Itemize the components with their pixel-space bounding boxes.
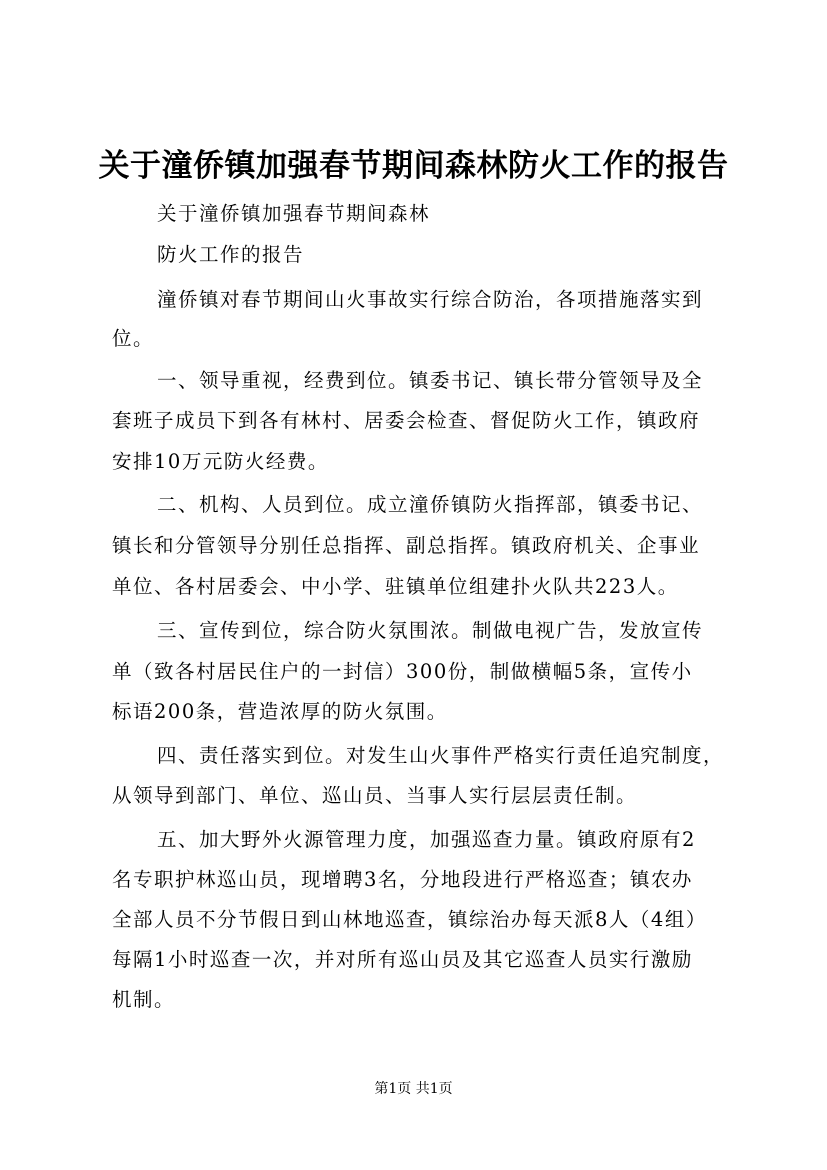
paragraph-3-line: 三、宣传到位，综合防火氛围浓。制做电视广告，发放宣传 [157, 619, 704, 642]
subtitle-line-2: 防火工作的报告 [157, 243, 305, 266]
paragraph-2-line: 单位、各村居委会、中小学、驻镇单位组建扑火队共223人。 [112, 575, 679, 598]
paragraph-2-line: 二、机构、人员到位。成立潼侨镇防火指挥部，镇委书记、 [157, 493, 704, 516]
paragraph-1-line: 安排10万元防火经费。 [112, 450, 329, 473]
paragraph-intro-line: 潼侨镇对春节期间山火事故实行综合防治，各项措施落实到 [157, 288, 704, 311]
paragraph-5-line: 全部人员不分节假日到山林地巡查，镇综治办每天派8人（4组） [112, 908, 707, 931]
paragraph-5-line: 名专职护林巡山员，现增聘3名，分地段进行严格巡查；镇农办 [112, 868, 693, 891]
paragraph-4-line: 四、责任落实到位。对发生山火事件严格实行责任追究制度， [157, 744, 725, 767]
subtitle-line-1: 关于潼侨镇加强春节期间森林 [157, 202, 431, 225]
paragraph-3-line: 标语200条，营造浓厚的防火氛围。 [112, 700, 448, 723]
paragraph-4-line: 从领导到部门、单位、巡山员、当事人实行层层责任制。 [112, 784, 638, 807]
paragraph-5-line: 机制。 [112, 988, 176, 1011]
paragraph-1-line: 套班子成员下到各有林村、居委会检查、督促防火工作，镇政府 [112, 409, 701, 432]
paragraph-1-line: 一、领导重视，经费到位。镇委书记、镇长带分管领导及全 [157, 369, 704, 392]
paragraph-5-line: 五、加大野外火源管理力度，加强巡查力量。镇政府原有2 [157, 828, 696, 851]
paragraph-3-line: 单（致各村居民住户的一封信）300份，制做横幅5条，宣传小 [112, 660, 693, 683]
paragraph-2-line: 镇长和分管领导分别任总指挥、副总指挥。镇政府机关、企事业 [112, 534, 701, 557]
paragraph-5-line: 每隔1小时巡查一次，并对所有巡山员及其它巡查人员实行激励 [112, 948, 693, 971]
document-title: 关于潼侨镇加强春节期间森林防火工作的报告 [98, 148, 729, 184]
page-footer: 第1页 共1页 [374, 1081, 453, 1097]
paragraph-intro-line: 位。 [112, 327, 155, 350]
